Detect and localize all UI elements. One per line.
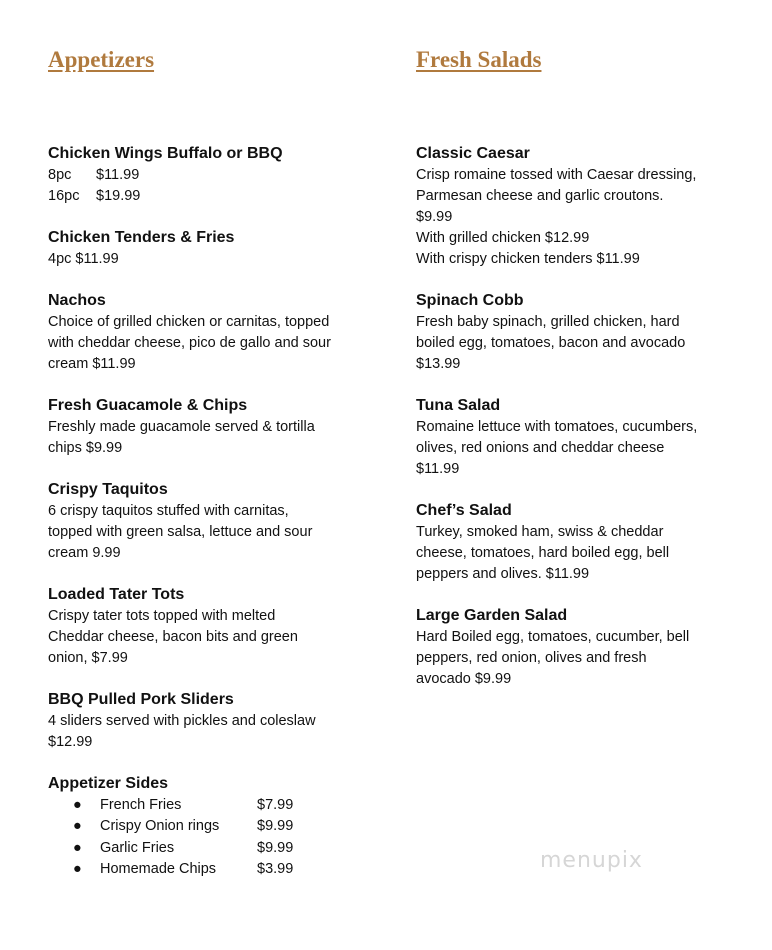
menu-item-garden-salad xyxy=(416,605,756,690)
menu-item-guacamole xyxy=(48,395,393,459)
side-price: $7.99 xyxy=(257,797,294,813)
list-item xyxy=(48,816,393,837)
item-price: 4pc $11.99 xyxy=(48,251,119,267)
item-description: boiled egg, tomatoes, bacon and avocado xyxy=(416,335,686,351)
item-description: cream $11.99 xyxy=(48,356,136,372)
item-option: With crispy chicken tenders $11.99 xyxy=(416,251,640,267)
item-description: Romaine lettuce with tomatoes, cucumbers, xyxy=(416,419,698,435)
watermark: menupix xyxy=(540,848,643,873)
menu-item-appetizer-sides xyxy=(48,773,393,880)
item-description: peppers, red onion, olives and fresh xyxy=(416,650,647,666)
menu-item-classic-caesar xyxy=(416,143,756,270)
item-description: cream 9.99 xyxy=(48,545,121,561)
menu-item-chicken-wings xyxy=(48,143,393,207)
item-description: Fresh baby spinach, grilled chicken, hard xyxy=(416,314,680,330)
side-price: $3.99 xyxy=(257,860,294,877)
item-description: avocado $9.99 xyxy=(416,671,512,687)
menu-item-tater-tots xyxy=(48,584,393,669)
item-price: $11.99 xyxy=(416,461,460,477)
item-description: with cheddar cheese, pico de gallo and sour xyxy=(48,335,331,351)
item-description: 6 crispy taquitos stuffed with carnitas, xyxy=(48,503,289,519)
item-name: Fresh Guacamole & Chips xyxy=(48,397,248,414)
item-description: $12.99 xyxy=(48,734,93,750)
item-description: topped with green salsa, lettuce and sour xyxy=(48,524,313,540)
item-price: $19.99 xyxy=(96,188,141,204)
item-option: With grilled chicken $12.99 xyxy=(416,230,590,246)
item-description: Crisp romaine tossed with Caesar dressing, xyxy=(416,167,697,183)
list-item xyxy=(48,795,393,816)
item-name: Nachos xyxy=(48,292,106,309)
list-item xyxy=(48,838,393,859)
item-price: $11.99 xyxy=(96,167,140,183)
bullet-icon: ● xyxy=(73,839,82,856)
bullet-icon: ● xyxy=(73,860,82,877)
item-description: Parmesan cheese and garlic croutons. xyxy=(416,188,664,204)
item-description: Freshly made guacamole served & tortilla xyxy=(48,419,315,435)
item-name: Tuna Salad xyxy=(416,397,501,414)
portion-size: 8pc xyxy=(48,167,72,183)
menu-item-tuna-salad xyxy=(416,395,756,480)
item-description: cheese, tomatoes, hard boiled egg, bell xyxy=(416,545,670,561)
item-name: Spinach Cobb xyxy=(416,292,524,309)
item-description: Turkey, smoked ham, swiss & cheddar xyxy=(416,524,664,540)
item-name: Chicken Wings Buffalo or BBQ xyxy=(48,145,283,162)
item-description: Cheddar cheese, bacon bits and green xyxy=(48,629,298,645)
item-name: Chef’s Salad xyxy=(416,502,512,519)
sides-list xyxy=(48,795,393,880)
menu-item-chicken-tenders xyxy=(48,227,393,270)
menu-item-sliders xyxy=(48,689,393,753)
item-name: Loaded Tater Tots xyxy=(48,586,185,603)
salads-list xyxy=(416,143,756,710)
side-name: Crispy Onion rings xyxy=(100,818,220,835)
bullet-icon: ● xyxy=(73,797,82,813)
side-price: $9.99 xyxy=(257,818,294,835)
menu-item-taquitos xyxy=(48,479,393,564)
item-description: onion, $7.99 xyxy=(48,650,128,666)
item-description: 4 sliders served with pickles and coleslaw xyxy=(48,713,316,729)
menu-item-nachos xyxy=(48,290,393,375)
item-name: Appetizer Sides xyxy=(48,775,169,792)
item-price: $9.99 xyxy=(416,209,453,225)
item-name: Large Garden Salad xyxy=(416,607,568,624)
item-name: BBQ Pulled Pork Sliders xyxy=(48,691,234,708)
item-description: Hard Boiled egg, tomatoes, cucumber, bell xyxy=(416,629,690,645)
item-name: Classic Caesar xyxy=(416,145,530,162)
menu-item-spinach-cobb xyxy=(416,290,756,375)
item-description: Choice of grilled chicken or carnitas, topped xyxy=(48,314,330,330)
item-description: Crispy tater tots topped with melted xyxy=(48,608,276,624)
price-row xyxy=(48,186,393,207)
menu-item-chefs-salad xyxy=(416,500,756,585)
item-name: Crispy Taquitos xyxy=(48,481,168,498)
side-name: French Fries xyxy=(100,797,182,813)
side-price: $9.99 xyxy=(257,839,294,856)
portion-size: 16pc xyxy=(48,188,80,204)
appetizers-list xyxy=(48,143,393,900)
side-name: Garlic Fries xyxy=(100,839,175,856)
item-name: Chicken Tenders & Fries xyxy=(48,229,235,246)
side-name: Homemade Chips xyxy=(100,860,217,877)
price-row xyxy=(48,165,393,186)
item-description: chips $9.99 xyxy=(48,440,123,456)
item-description: olives, red onions and cheddar cheese xyxy=(416,440,665,456)
item-description: peppers and olives. $11.99 xyxy=(416,566,590,582)
item-price: $13.99 xyxy=(416,356,461,372)
appetizers-heading: Appetizers xyxy=(48,47,155,72)
bullet-icon: ● xyxy=(73,818,82,835)
salads-heading: Fresh Salads xyxy=(416,47,542,72)
list-item xyxy=(48,859,393,880)
